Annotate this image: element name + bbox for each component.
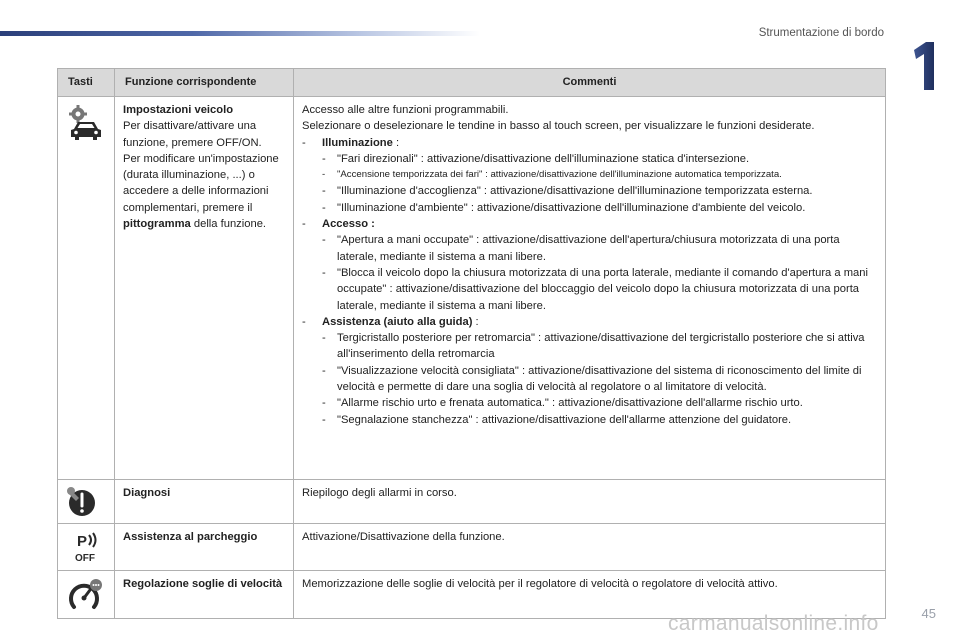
svg-text:1: 1 <box>908 40 909 41</box>
list-item: - "Illuminazione d'accoglienza" : attivazione/disattivazione dell'illuminazione temporizzata esterna. <box>322 185 813 198</box>
section-title: Strumentazione di bordo <box>758 27 884 39</box>
svg-text:OFF: OFF <box>75 553 95 565</box>
list-item: - "Accensione temporizzata dei fari" : attivazione/disattivazione dell'illuminazione automatica temporizzata. <box>322 169 782 181</box>
controls-table <box>57 68 886 619</box>
list-item: - "Apertura a mani occupate" : attivazione/disattivazione dell'apertura/chiusura motorizzata di una porta laterale, mediante il sistema a mani libere. <box>322 234 840 263</box>
function-title: Impostazioni veicolo <box>123 104 234 116</box>
gear-car-icon[interactable] <box>66 103 106 143</box>
key-cell <box>58 97 115 480</box>
table-header-row <box>58 69 886 97</box>
table-row-diagnosis <box>58 480 886 524</box>
function-cell <box>115 570 294 618</box>
watermark: carmanualsonline.info <box>668 612 879 635</box>
key-cell <box>58 480 115 524</box>
svg-text:P: P <box>77 533 88 551</box>
table-row-parking-assist <box>58 524 886 570</box>
comment-text: Memorizzazione delle soglie di velocità per il regolatore di velocità o regolatore di velocità attivo. <box>302 577 778 590</box>
diagnosis-wrench-icon[interactable] <box>66 486 106 518</box>
group-access: - Accesso : <box>302 218 375 231</box>
function-cell <box>115 97 294 480</box>
function-cell <box>115 480 294 524</box>
comment-intro: Accesso alle altre funzioni programmabili. <box>302 104 509 116</box>
column-header-comments: Commenti <box>294 69 886 97</box>
key-cell <box>58 524 115 570</box>
chapter-number <box>908 40 938 92</box>
group-lighting: - Illuminazione : <box>302 136 400 149</box>
comment-intro: Selezionare o deselezionare le tendine in basso al touch screen, per visualizzare le funzioni desiderate. <box>302 120 815 133</box>
list-item: - "Fari direzionali" : attivazione/disattivazione dell'illuminazione statica d'intersezione. <box>322 152 750 165</box>
comment-cell <box>294 480 886 524</box>
table-row-vehicle-settings <box>58 97 886 480</box>
group-assistance: - Assistenza (aiuto alla guida) : <box>302 315 479 328</box>
comment-text: Riepilogo degli allarmi in corso. <box>302 487 457 499</box>
list-item: - "Segnalazione stanchezza" : attivazione/disattivazione dell'allarme attenzione del guidatore. <box>322 413 792 426</box>
list-item: - "Allarme rischio urto e frenata automatica." : attivazione/disattivazione dell'allarme rischio urto. <box>322 397 803 410</box>
function-title: Regolazione soglie di velocità <box>123 577 283 590</box>
key-cell <box>58 570 115 618</box>
comment-text: Attivazione/Disattivazione della funzione. <box>302 531 505 544</box>
comment-cell <box>294 97 886 480</box>
header-accent-bar <box>0 31 480 36</box>
comment-cell <box>294 524 886 570</box>
speedometer-icon[interactable] <box>66 577 106 613</box>
park-assist-off-icon[interactable] <box>66 530 106 564</box>
function-text: Per disattivare/attivare una funzione, premere OFF/ON. <box>123 120 262 149</box>
function-text: Per modificare un'impostazione (durata illuminazione, ...) o accedere a delle informazioni complementari, premere il pittogramma della funzione. <box>123 152 279 231</box>
function-cell <box>115 524 294 570</box>
list-item: - Tergicristallo posteriore per retromarcia" : attivazione/disattivazione del tergicristallo posteriore che si attiva all'inserimento della retromarcia <box>322 332 865 361</box>
list-item: - "Blocca il veicolo dopo la chiusura motorizzata di una porta laterale, mediante il comando d'apertura a mani occupate" : attivazione/disattivazione del bloccaggio del veicolo dopo la chiusura motorizzata di una porta laterale, mediante il sistema a mani libere. <box>322 266 868 312</box>
column-header-keys: Tasti <box>58 69 115 97</box>
function-title: Diagnosi <box>123 487 171 499</box>
column-header-function: Funzione corrispondente <box>115 69 294 97</box>
list-item: - "Illuminazione d'ambiente" : attivazione/disattivazione dell'illuminazione d'ambiente del veicolo. <box>322 201 806 214</box>
page-number: 45 <box>921 606 936 621</box>
list-item: - "Visualizzazione velocità consigliata" : attivazione/disattivazione del sistema di riconoscimento del limite di velocità e permette di dare una soglia di velocità al regolatore o al limitatore di velocità. <box>322 364 862 394</box>
function-title: Assistenza al parcheggio <box>123 531 258 544</box>
